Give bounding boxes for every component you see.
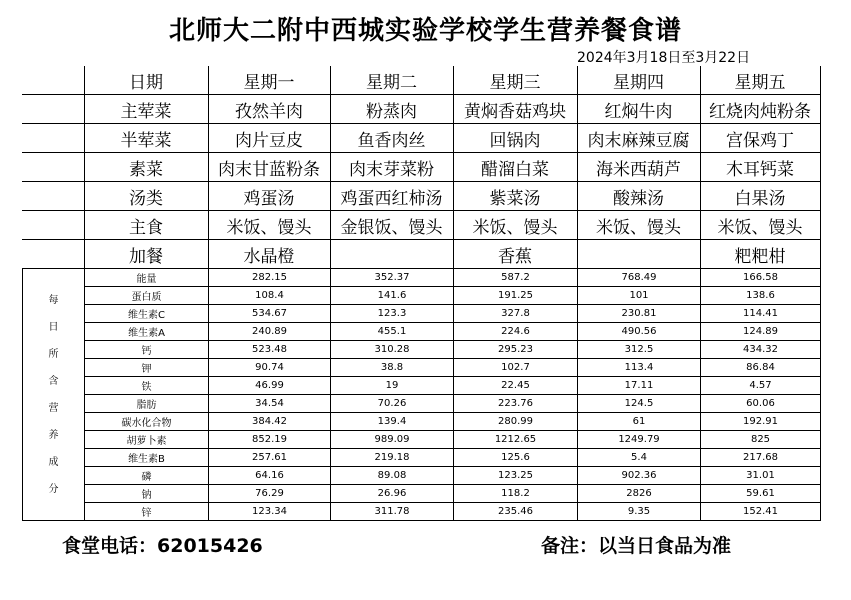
nutrient-value-cell: 257.61: [209, 449, 331, 467]
nutrient-value-cell: 4.57: [701, 377, 821, 395]
menu-dish-cell: 肉末麻辣豆腐: [577, 124, 700, 153]
menu-dish-cell: 红焖牛肉: [577, 95, 700, 124]
nutrition-row: [23, 503, 821, 521]
nutrient-value-cell: 1212.65: [454, 431, 578, 449]
nutrient-value-cell: 191.25: [454, 287, 578, 305]
nutrient-value-cell: 534.67: [209, 305, 331, 323]
nutrient-value-cell: 2826: [578, 485, 701, 503]
menu-category-cell: 半荤菜: [84, 124, 208, 153]
canteen-phone: 食堂电话：62015426: [62, 535, 263, 557]
menu-side-cell: [22, 66, 84, 95]
nutrient-value-cell: 192.91: [701, 413, 821, 431]
nutrition-row: [23, 449, 821, 467]
nutrient-value-cell: 124.5: [578, 395, 701, 413]
menu-dish-cell: 水晶橙: [208, 240, 330, 269]
nutrition-side-label: [23, 269, 85, 521]
nutrient-name-cell: 维生素A: [85, 323, 209, 341]
nutrient-value-cell: 282.15: [209, 269, 331, 287]
nutrient-value-cell: 123.25: [454, 467, 578, 485]
side-label-char: 营: [48, 402, 59, 414]
nutrient-value-cell: 311.78: [331, 503, 454, 521]
nutrient-value-cell: 118.2: [454, 485, 578, 503]
menu-dish-cell: 酸辣汤: [577, 182, 700, 211]
menu-dish-cell: 黄焖香菇鸡块: [453, 95, 577, 124]
menu-dish-cell: 香蕉: [453, 240, 577, 269]
menu-header-cell: 星期二: [330, 66, 453, 95]
nutrient-value-cell: 217.68: [701, 449, 821, 467]
nutrient-name-cell: 钾: [85, 359, 209, 377]
nutrition-row: [23, 485, 821, 503]
nutrition-row: [23, 467, 821, 485]
nutrient-value-cell: 31.01: [701, 467, 821, 485]
menu-header-cell: 星期五: [700, 66, 820, 95]
menu-header-cell: 星期三: [453, 66, 577, 95]
nutrient-value-cell: 19: [331, 377, 454, 395]
nutrient-value-cell: 989.09: [331, 431, 454, 449]
nutrient-value-cell: 86.84: [701, 359, 821, 377]
nutrient-value-cell: 123.34: [209, 503, 331, 521]
menu-category-cell: 主荤菜: [84, 95, 208, 124]
menu-dish-cell: 木耳钙菜: [700, 153, 820, 182]
nutrient-value-cell: 139.4: [331, 413, 454, 431]
nutrient-value-cell: 224.6: [454, 323, 578, 341]
nutrition-row: [23, 287, 821, 305]
side-label-char: 日: [48, 321, 59, 333]
side-label-char: 分: [48, 483, 59, 495]
nutrition-row: [23, 413, 821, 431]
nutrient-value-cell: 1249.79: [578, 431, 701, 449]
nutrition-row: [23, 269, 821, 287]
nutrient-name-cell: 能量: [85, 269, 209, 287]
nutrient-value-cell: 125.6: [454, 449, 578, 467]
menu-dish-cell: 金银饭、馒头: [330, 211, 453, 240]
nutrient-value-cell: 34.54: [209, 395, 331, 413]
menu-dish-cell: 肉末芽菜粉: [330, 153, 453, 182]
nutrient-value-cell: 280.99: [454, 413, 578, 431]
nutrient-name-cell: 脂肪: [85, 395, 209, 413]
nutrient-value-cell: 223.76: [454, 395, 578, 413]
nutrient-value-cell: 113.4: [578, 359, 701, 377]
menu-row: [22, 153, 820, 182]
menu-dish-cell: [577, 240, 700, 269]
nutrition-row: [23, 323, 821, 341]
nutrient-name-cell: 维生素C: [85, 305, 209, 323]
nutrient-name-cell: 铁: [85, 377, 209, 395]
side-label-char: 养: [48, 429, 59, 441]
menu-dish-cell: 红烧肉炖粉条: [700, 95, 820, 124]
menu-row: [22, 240, 820, 269]
menu-dish-cell: [330, 240, 453, 269]
nutrient-value-cell: 89.08: [331, 467, 454, 485]
nutrient-value-cell: 70.26: [331, 395, 454, 413]
nutrient-value-cell: 64.16: [209, 467, 331, 485]
menu-dish-cell: 米饭、馒头: [577, 211, 700, 240]
nutrient-name-cell: 维生素B: [85, 449, 209, 467]
nutrient-name-cell: 碳水化合物: [85, 413, 209, 431]
nutrient-value-cell: 852.19: [209, 431, 331, 449]
menu-dish-cell: 鱼香肉丝: [330, 124, 453, 153]
menu-dish-cell: 海米西葫芦: [577, 153, 700, 182]
nutrient-value-cell: 352.37: [331, 269, 454, 287]
nutrition-row: [23, 341, 821, 359]
menu-header-cell: 日期: [84, 66, 208, 95]
nutrient-value-cell: 108.4: [209, 287, 331, 305]
nutrient-name-cell: 钠: [85, 485, 209, 503]
nutrient-value-cell: 138.6: [701, 287, 821, 305]
menu-dish-cell: 白果汤: [700, 182, 820, 211]
nutrient-value-cell: 434.32: [701, 341, 821, 359]
nutrition-row: [23, 431, 821, 449]
nutrient-value-cell: 101: [578, 287, 701, 305]
nutrient-value-cell: 152.41: [701, 503, 821, 521]
menu-row: [22, 211, 820, 240]
menu-dish-cell: 鸡蛋汤: [208, 182, 330, 211]
nutrient-value-cell: 26.96: [331, 485, 454, 503]
nutrient-value-cell: 230.81: [578, 305, 701, 323]
nutrient-value-cell: 490.56: [578, 323, 701, 341]
menu-dish-cell: 宫保鸡丁: [700, 124, 820, 153]
nutrient-value-cell: 768.49: [578, 269, 701, 287]
nutrient-value-cell: 219.18: [331, 449, 454, 467]
nutrition-row: [23, 377, 821, 395]
nutrient-value-cell: 124.89: [701, 323, 821, 341]
nutrient-value-cell: 141.6: [331, 287, 454, 305]
nutrient-value-cell: 587.2: [454, 269, 578, 287]
side-label-char: 每: [48, 294, 59, 306]
menu-side-cell: [22, 124, 84, 153]
nutrient-name-cell: 磷: [85, 467, 209, 485]
menu-dish-cell: 醋溜白菜: [453, 153, 577, 182]
nutrient-value-cell: 384.42: [209, 413, 331, 431]
menu-side-cell: [22, 182, 84, 211]
nutrient-value-cell: 22.45: [454, 377, 578, 395]
footer-note: 备注：以当日食品为准: [541, 535, 732, 557]
nutrient-value-cell: 312.5: [578, 341, 701, 359]
side-label-char: 成: [48, 456, 59, 468]
nutrient-value-cell: 90.74: [209, 359, 331, 377]
menu-table: [22, 66, 821, 269]
menu-dish-cell: 米饭、馒头: [700, 211, 820, 240]
nutrient-value-cell: 455.1: [331, 323, 454, 341]
menu-category-cell: 主食: [84, 211, 208, 240]
nutrient-value-cell: 825: [701, 431, 821, 449]
side-label-char: 所: [48, 348, 59, 360]
menu-dish-cell: 肉末甘蓝粉条: [208, 153, 330, 182]
menu-dish-cell: 紫菜汤: [453, 182, 577, 211]
nutrient-value-cell: 60.06: [701, 395, 821, 413]
nutrient-value-cell: 76.29: [209, 485, 331, 503]
nutrient-value-cell: 310.28: [331, 341, 454, 359]
nutrient-value-cell: 38.8: [331, 359, 454, 377]
nutrient-value-cell: 295.23: [454, 341, 578, 359]
nutrient-value-cell: 17.11: [578, 377, 701, 395]
nutrition-row: [23, 359, 821, 377]
menu-dish-cell: 肉片豆皮: [208, 124, 330, 153]
nutrient-value-cell: 327.8: [454, 305, 578, 323]
menu-side-cell: [22, 153, 84, 182]
date-range: 2024年3月18日至3月22日: [577, 50, 751, 66]
nutrition-row: [23, 395, 821, 413]
menu-side-cell: [22, 211, 84, 240]
menu-row: [22, 95, 820, 124]
menu-category-cell: 加餐: [84, 240, 208, 269]
nutrient-name-cell: 蛋白质: [85, 287, 209, 305]
menu-dish-cell: 孜然羊肉: [208, 95, 330, 124]
menu-row: [22, 182, 820, 211]
nutrient-name-cell: 胡萝卜素: [85, 431, 209, 449]
menu-side-cell: [22, 240, 84, 269]
menu-category-cell: 素菜: [84, 153, 208, 182]
nutrient-value-cell: 523.48: [209, 341, 331, 359]
nutrient-value-cell: 5.4: [578, 449, 701, 467]
nutrient-value-cell: 123.3: [331, 305, 454, 323]
menu-dish-cell: 米饭、馒头: [453, 211, 577, 240]
nutrient-value-cell: 9.35: [578, 503, 701, 521]
nutrient-value-cell: 102.7: [454, 359, 578, 377]
nutrition-table: [22, 268, 821, 521]
nutrient-value-cell: 59.61: [701, 485, 821, 503]
menu-dish-cell: 回锅肉: [453, 124, 577, 153]
nutrient-value-cell: 235.46: [454, 503, 578, 521]
menu-dish-cell: 粑粑柑: [700, 240, 820, 269]
menu-category-cell: 汤类: [84, 182, 208, 211]
menu-dish-cell: 鸡蛋西红柿汤: [330, 182, 453, 211]
menu-dish-cell: 米饭、馒头: [208, 211, 330, 240]
nutrient-name-cell: 锌: [85, 503, 209, 521]
nutrient-value-cell: 166.58: [701, 269, 821, 287]
side-label-char: 含: [48, 375, 59, 387]
menu-row: [22, 124, 820, 153]
nutrient-name-cell: 钙: [85, 341, 209, 359]
page-title: 北师大二附中西城实验学校学生营养餐食谱: [168, 16, 682, 46]
menu-side-cell: [22, 95, 84, 124]
menu-header-cell: 星期四: [577, 66, 700, 95]
nutrition-row: [23, 305, 821, 323]
menu-header-row: [22, 66, 820, 95]
nutrient-value-cell: 240.89: [209, 323, 331, 341]
menu-header-cell: 星期一: [208, 66, 330, 95]
menu-dish-cell: 粉蒸肉: [330, 95, 453, 124]
nutrient-value-cell: 61: [578, 413, 701, 431]
nutrient-value-cell: 114.41: [701, 305, 821, 323]
nutrient-value-cell: 902.36: [578, 467, 701, 485]
nutrient-value-cell: 46.99: [209, 377, 331, 395]
